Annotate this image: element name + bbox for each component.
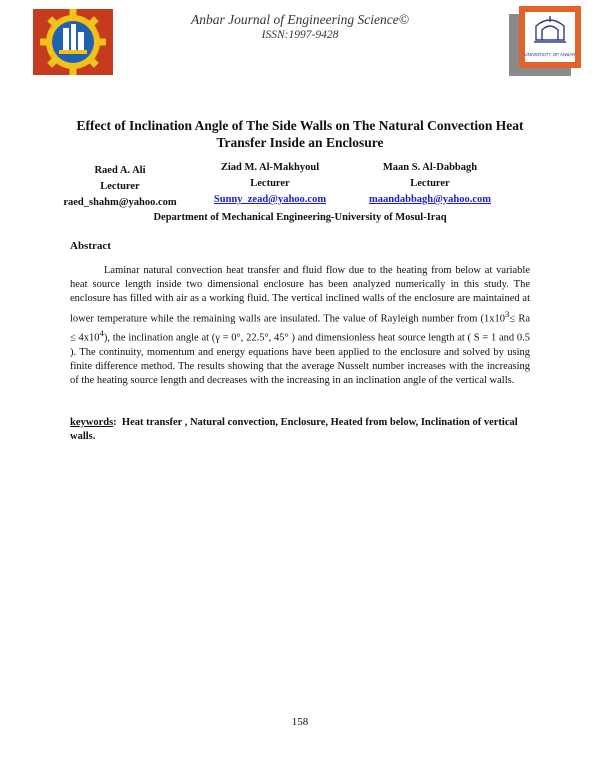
author-name: Maan S. Al-Dabbagh bbox=[382, 162, 478, 173]
university-crest-gear-icon bbox=[32, 8, 114, 76]
university-emblem-icon bbox=[509, 6, 581, 76]
page-number: 158 bbox=[291, 716, 309, 728]
author-email-link[interactable]: Sunny_zead@yahoo.com bbox=[213, 194, 327, 205]
author-email: raed_shahm@yahoo.com bbox=[63, 197, 177, 208]
author-role: Lecturer bbox=[410, 178, 450, 189]
author-name: Raed A. Ali bbox=[94, 165, 146, 176]
author-role: Lecturer bbox=[250, 178, 290, 189]
abstract-exponent: 3 bbox=[505, 308, 510, 319]
author-email-link[interactable]: maandabbagh@yahoo.com bbox=[368, 194, 492, 205]
abstract-text-part-1: Laminar natural convection heat transfer and fluid flow due to the heating from below at variable heat source length inside two dimensional enclosure has been analyzed numerically in this study. The enclosure has filled with air as a working fluid. The vertical inclined walls of the enclosure are maintained at lower temperature while the remaining walls are insulated. The value of Rayleigh number from (1x10 bbox=[70, 265, 530, 325]
author-3 bbox=[345, 160, 515, 208]
department-affiliation: Department of Mechanical Engineering-University of Mosul-Iraq bbox=[153, 212, 447, 223]
author-name: Ziad M. Al-Makhyoul bbox=[220, 162, 320, 173]
journal-title: Anbar Journal of Engineering Science© bbox=[191, 12, 409, 27]
author-role: Lecturer bbox=[100, 181, 140, 192]
author-2 bbox=[185, 160, 355, 208]
author-1 bbox=[40, 163, 200, 211]
abstract-heading: Abstract bbox=[70, 240, 111, 252]
svg-text:UNIVERSITY OF ANBAR: UNIVERSITY OF ANBAR bbox=[524, 52, 576, 57]
journal-logo-left bbox=[32, 8, 114, 76]
abstract-body bbox=[70, 264, 530, 389]
keywords-label: keywords bbox=[70, 417, 114, 428]
journal-issn: ISSN:1997-9428 bbox=[261, 29, 339, 41]
paper-title: Effect of Inclination Angle of The Side Walls on The Natural Convection Heat Transfer Inside an Enclosure bbox=[76, 118, 524, 150]
abstract-exponent: 4 bbox=[99, 328, 104, 339]
keywords-text: Heat transfer , Natural convection, Enclosure, Heated from below, Inclination of vertical walls. bbox=[70, 417, 518, 442]
abstract-text-part-2: ≤ Ra ≤ 4x10 bbox=[70, 313, 530, 344]
abstract-text-part-3: ), the inclination angle at (γ = 0°, 22.5°, 45° ) and dimensionless heat source length at ( S = 1 and 0.5 ). The continuity, momentum and energy equations have been applied to the enclosure and solved by using finite difference method. The results showing that the average Nusselt number increases with the increasing of the heating source length and decreases with the increasing in an inclination angle of the vertical walls. bbox=[70, 332, 531, 387]
keywords: keywords: Heat transfer , Natural convection, Enclosure, Heated from below, Inclination of vertical walls. bbox=[70, 417, 518, 442]
journal-logo-right bbox=[509, 6, 581, 76]
